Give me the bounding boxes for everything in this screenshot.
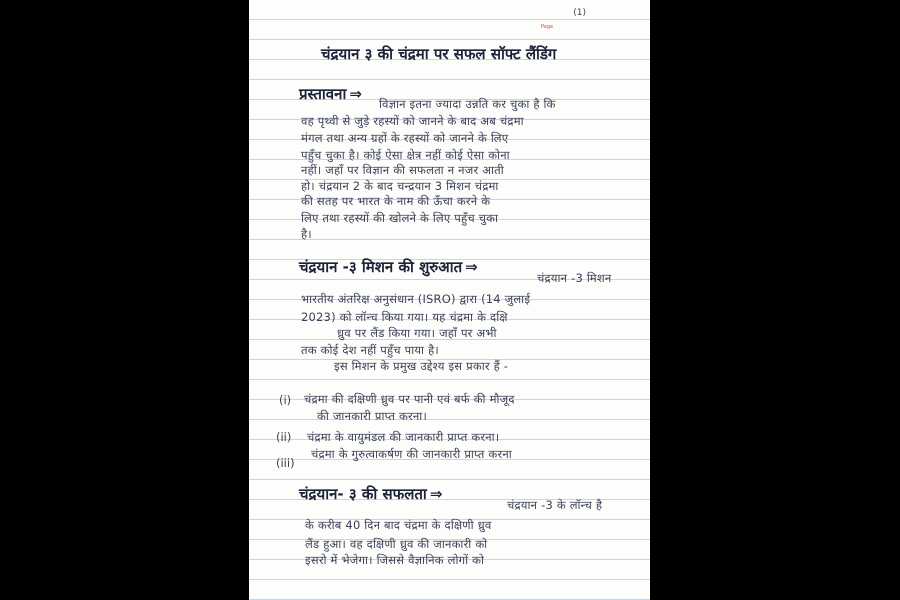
objective-line: चंद्रमा के वायुमंडल की जानकारी प्राप्त करना। xyxy=(307,430,500,444)
arrow-icon: ⇒ xyxy=(465,258,478,276)
mission-line: ध्रुव पर लैंड किया गया। जहाँ पर अभी xyxy=(337,326,497,340)
intro-line: हो। चंद्रयान 2 के बाद चन्द्रयान 3 मिशन चंद्रमा xyxy=(301,179,499,193)
success-line: लैंड हुआ। वह दक्षिणी ध्रुव की जानकारी को xyxy=(305,537,488,551)
intro-line: पहुँच चुका है। कोई ऐसा क्षेत्र नहीं कोई ऐसा कोना xyxy=(301,148,510,162)
heading-text: चंद्रयान -३ मिशन की शुरुआत xyxy=(299,258,463,276)
page-title: चंद्रयान ३ की चंद्रमा पर सफल सॉफ्ट लैंडिंग xyxy=(321,45,557,63)
mission-line: 2023) को लॉन्च किया गया। यह चंद्रमा के दक्षि xyxy=(301,310,508,324)
intro-line: है। xyxy=(301,227,312,241)
page-number: (1) xyxy=(573,8,586,18)
arrow-icon: ⇒ xyxy=(429,485,443,503)
heading-text: प्रस्तावना xyxy=(299,85,347,103)
intro-line: नहीं। जहाँ पर विज्ञान की सफलता न नजर आती xyxy=(301,163,504,177)
arrow-icon: ⇒ xyxy=(349,85,362,103)
objective-line: चंद्रमा की दक्षिणी ध्रुव पर पानी एवं बर्फ की मौजूद xyxy=(304,392,515,406)
success-line: के करीब 40 दिन बाद चंद्रमा के दक्षिणी ध्रुव xyxy=(305,518,492,532)
objective-line: की जानकारी प्राप्त करना। xyxy=(317,409,428,423)
intro-line: लिए तथा रहस्यों की खोलने के लिए पहुँच चुका xyxy=(301,211,499,225)
objective-marker: (iii) xyxy=(276,456,295,470)
success-line: इसरो में भेजेगा। जिससे वैज्ञानिक लोगों को xyxy=(305,553,485,567)
intro-line: वह पृथ्वी से जुड़े रहस्यों को जानने के बाद अब चंद्रमा xyxy=(301,114,524,128)
objective-marker: (ii) xyxy=(276,430,292,444)
section-heading-success xyxy=(299,484,442,504)
notebook-page xyxy=(249,0,650,600)
objective-line: चंद्रमा के गुरुत्वाकर्षण की जानकारी प्राप्त करना xyxy=(311,447,512,461)
mission-line: इस मिशन के प्रमुख उद्देश्य इस प्रकार हैं - xyxy=(334,359,509,373)
intro-line: मंगल तथा अन्य ग्रहों के रहस्यों को जानने के लिए xyxy=(301,131,509,145)
section-heading-introduction xyxy=(299,84,362,104)
heading-text: चंद्रयान- ३ की सफलता xyxy=(299,485,427,503)
intro-line: विज्ञान इतना ज्यादा उन्नति कर चुका है कि xyxy=(379,97,556,111)
mission-line: तक कोई देश नहीं पहुँच पाया है। xyxy=(301,343,439,357)
section-heading-mission-start xyxy=(299,257,478,277)
page-label: Page xyxy=(541,24,554,30)
mission-line-tail: चंद्रयान -3 मिशन xyxy=(537,271,612,285)
success-line-tail: चंद्रयान -3 के लॉन्च है xyxy=(507,498,603,512)
objective-marker: (i) xyxy=(279,393,292,407)
mission-line: भारतीय अंतरिक्ष अनुसंधान (ISRO) द्वारा (14 जुलाई xyxy=(301,292,531,306)
intro-line: की सतह पर भारत के नाम की ऊँचा करने के xyxy=(301,194,491,208)
